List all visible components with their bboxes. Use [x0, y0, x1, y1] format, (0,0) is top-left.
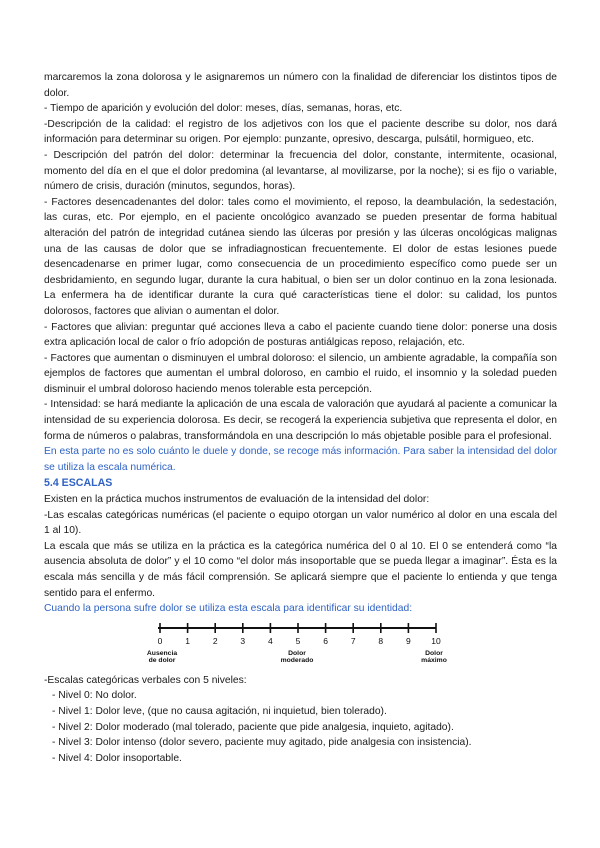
scale-tick-label-9: 9: [406, 635, 411, 646]
document-page: [44, 70, 557, 766]
paragraph-tiempo: - Tiempo de aparición y evolución del dolor: meses, días, semanas, horas, etc.: [44, 103, 403, 115]
pain-scale-figure: [146, 621, 452, 673]
scale-label-moderate-1: Dolor: [288, 649, 306, 657]
scale-tick-label-10: 10: [431, 635, 441, 646]
paragraph-desencadenantes: - Factores desencadenantes del dolor: tales como el movimiento, el reposo, la deambulación, la sedestación, las curas, etc. Por ejemplo, en el paciente oncológico avanzado se pueden presentar de forma habitual alteración del patrón de integridad cutánea siendo las úlceras por presión y las úlceras oncológicas malignas una de las causas de dolor que se infradiagnostican frecuentemente. El dolor de estas lesiones puede desencadenarse en primer lugar, como consecuencia de un procedimiento específico como puede ser un desbridamiento, en segundo lugar, durante la cura habitual, o bien ser un dolor continuo en la zona lesionada. La enfermera ha de identificar durante la cura qué características tiene el dolor: su calidad, los puntos dolorosos, factores que alivian o aumentan el dolor.: [44, 196, 557, 317]
list-item-level-3: - Nivel 3: Dolor intenso (dolor severo, paciente muy agitado, pide analgesia con insistencia).: [52, 737, 472, 749]
paragraph-patron: - Descripción del patrón del dolor: determinar la frecuencia del dolor, constante, intermitente, ocasional, momento del día en el que el dolor predomina (al levantarse, al movilizarse, por la noche); si es fijo o variable, número de crisis, duración (minutos, segundos, horas).: [44, 149, 557, 193]
list-item-level-0: - Nivel 0: No dolor.: [52, 690, 137, 702]
scale-label-none-2: de dolor: [148, 656, 176, 664]
list-item-level-2: - Nivel 2: Dolor moderado (mal tolerado, paciente que pide analgesia, inquieto, agitado).: [52, 721, 454, 733]
paragraph-intro: marcaremos la zona dolorosa y le asignaremos un número con la finalidad de diferenciar los distintos tipos de dolor.: [44, 72, 557, 99]
paragraph-intensidad: - Intensidad: se hará mediante la aplicación de una escala de valoración que ayudará al paciente a comunicar la intensidad de su experiencia dolorosa. Es decir, se recogerá la experiencia subjetiva que representa el dolor, en forma de números o palabras, transformándola en una descripción lo más objetable posible para el profesional.: [44, 399, 557, 442]
list-item-level-4: - Nivel 4: Dolor insoportable.: [52, 752, 182, 764]
note-identidad: Cuando la persona sufre dolor se utiliza esta escala para identificar su identidad:: [44, 603, 413, 615]
numeric-pain-scale: [146, 621, 452, 673]
scale-tick-label-6: 6: [323, 635, 328, 646]
scale-tick-label-0: 0: [157, 635, 163, 646]
scale-label-max-2: máximo: [421, 656, 447, 664]
scale-tick-label-7: 7: [350, 635, 356, 646]
paragraph-verbal-intro: -Escalas categóricas verbales con 5 niveles:: [44, 674, 247, 686]
note-escala-numerica: En esta parte no es solo cuánto le duele y donde, se recoge más información. Para saber la intensidad del dolor se utiliza la escala numérica.: [44, 446, 557, 473]
scale-tick-label-5: 5: [295, 635, 301, 646]
paragraph-instrumentos: Existen en la práctica muchos instrumentos de evaluación de la intensidad del dolor:: [44, 494, 430, 506]
paragraph-umbral: - Factores que aumentan o disminuyen el umbral doloroso: el silencio, un ambiente agradable, la compañía son ejemplos de factores que aumentan el umbral doloroso, en cambio el ruido, el insomnio y la soledad pueden disminuir el umbral doloroso haciendo menos tolerable esta percepción.: [44, 352, 557, 395]
paragraph-alivian: - Factores que alivian: preguntar qué acciones lleva a cabo el paciente cuando tiene dolor: ponerse una dosis extra aplicación local de calor o frío adopción de posturas antiálgicas reposo, relajación, etc.: [44, 321, 557, 349]
scale-label-max-1: Dolor: [425, 649, 443, 657]
paragraph-calidad: -Descripción de la calidad: el registro de los adjetivos con los que el paciente describe su dolor, nos dará información para determinar su origen. Por ejemplo: punzante, opresivo, descarga, pulsátil, hormigueo, etc.: [44, 118, 557, 146]
list-item-level-1: - Nivel 1: Dolor leve, (que no causa agitación, ni inquietud, bien tolerado).: [52, 705, 387, 717]
scale-tick-label-8: 8: [378, 635, 384, 646]
section-heading: 5.4 ESCALAS: [44, 477, 113, 490]
scale-tick-label-3: 3: [240, 635, 246, 646]
verbal-levels-list: [44, 688, 557, 766]
paragraph-categoricas: -Las escalas categóricas numéricas (el paciente o equipo otorgan un valor numérico al dolor en una escala del 1 al 10).: [44, 509, 557, 537]
scale-tick-label-4: 4: [268, 635, 273, 646]
scale-tick-label-2: 2: [212, 635, 218, 646]
scale-tick-label-1: 1: [185, 635, 190, 646]
paragraph-escala-0-10: La escala que más se utiliza en la práctica es la categórica numérica del 0 al 10. El 0 se entenderá como “la ausencia absoluta de dolor” y el 10 como “el dolor más insoportable que se pueda llegar a imaginar”. Ésta es la escala más sencilla y de más fácil comprensión. Se aplicará siempre que el paciente lo entienda y que tenga sentido para el enfermo.: [44, 540, 557, 599]
scale-label-moderate-2: moderado: [280, 656, 314, 664]
scale-label-none-1: Ausencia: [146, 649, 178, 657]
